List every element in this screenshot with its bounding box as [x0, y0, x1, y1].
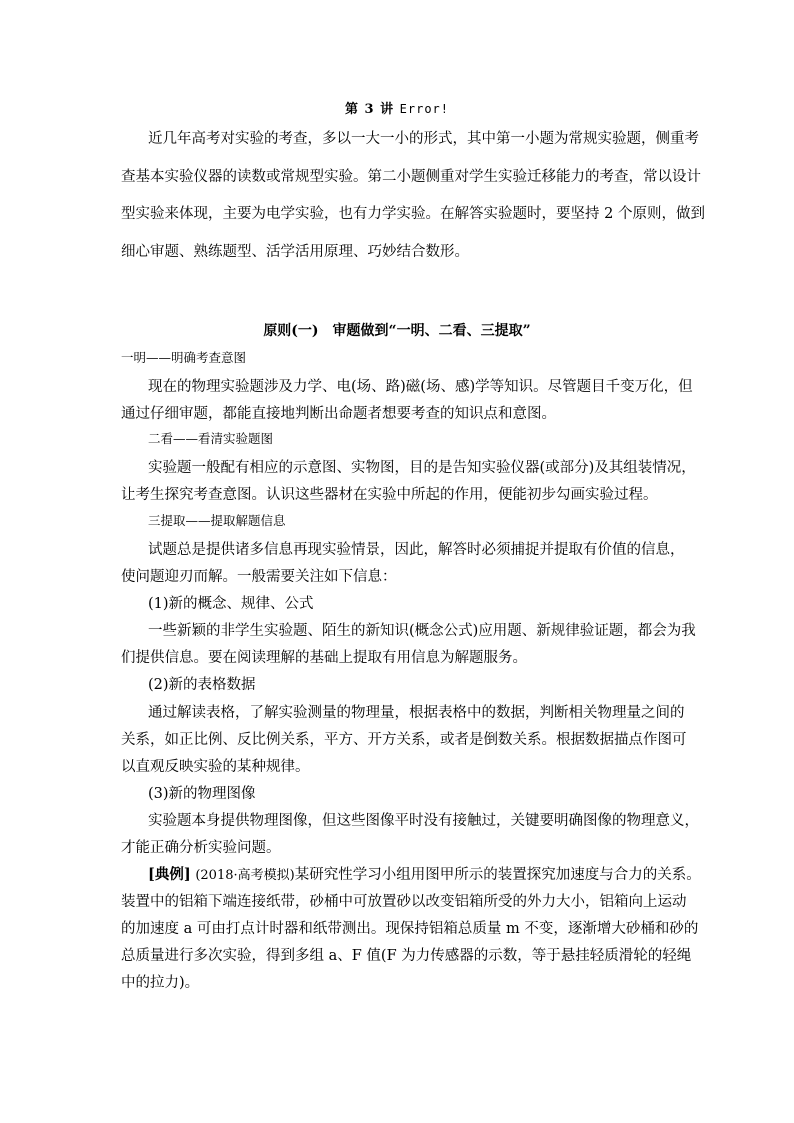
paragraph-line: 关系，如正比例、反比例关系，平方、开方关系，或者是倒数关系。根据数据描点作图可: [121, 732, 687, 748]
example-text: 某研究性学习小组用图甲所示的装置探究加速度与合力的关系。: [294, 867, 701, 883]
paragraph-line: 使问题迎刃而解。一般需要关注如下信息：: [121, 569, 397, 585]
paragraph-line: 现在的物理实验题涉及力学、电(场、路)磁(场、感)学等知识。尽管题目千变万化，但: [148, 379, 693, 395]
section-heading: 原则(一) 审题做到“一明、二看、三提取”: [263, 323, 531, 339]
paragraph-line: 实验题本身提供物理图像，但这些图像平时没有接触过，关键要明确图像的物理意义，: [148, 813, 699, 829]
item-label: (2)新的表格数据: [148, 677, 256, 693]
paragraph-line: 通过解读表格，了解实验测量的物理量，根据表格中的数据，判断相关物理量之间的: [148, 705, 685, 721]
paragraph-line: 总质量进行多次实验，得到多组 a、F 值(F 为力传感器的示数，等于悬挂轻质滑轮的轻绳: [121, 948, 692, 964]
paragraph-line: 实验题一般配有相应的示意图、实物图，目的是告知实验仪器(或部分)及其组装情况，: [148, 460, 696, 476]
paragraph-line: 装置中的铝箱下端连接纸带，砂桶中可放置砂以改变铝箱所受的外力大小，铝箱向上运动: [121, 894, 687, 910]
error-text: Error!: [399, 102, 449, 116]
paragraph-line: 通过仔细审题，都能直接地判断出命题者想要考查的知识点和意图。: [121, 406, 556, 422]
paragraph-line: 以直观反映实验的某种规律。: [121, 759, 310, 775]
item-label: (1)新的概念、规律、公式: [148, 596, 314, 612]
subheading-ming: 一明——明确考查意图: [121, 350, 247, 365]
example-line: [148, 863, 701, 884]
example-source: (2018·高考模拟): [195, 868, 295, 883]
lecture-title: 第 3 讲: [345, 102, 395, 117]
intro-line: 细心审题、熟练题型、活学活用原理、巧妙结合数形。: [121, 244, 469, 260]
subheading-tiqu: 三提取——提取解题信息: [148, 513, 286, 528]
page-title: [0, 98, 794, 117]
intro-line: 近几年高考对实验的考查，多以一大一小的形式，其中第一小题为常规实验题，侧重考: [148, 131, 699, 147]
paragraph-line: 才能正确分析实验问题。: [121, 840, 281, 856]
intro-line: 查基本实验仪器的读数或常规型实验。第二小题侧重对学生实验迁移能力的考查，常以设计: [121, 169, 701, 185]
paragraph-line: 一些新颖的非学生实验题、陌生的新知识(概念公式)应用题、新规律验证题，都会为我: [148, 623, 696, 639]
example-tag: [典例]: [148, 866, 191, 883]
paragraph-line: 中的拉力)。: [121, 975, 200, 991]
subheading-kan: 二看——看清实验题图: [148, 431, 274, 446]
paragraph-line: 的加速度 a 可由打点计时器和纸带测出。现保持铝箱总质量 m 不变，逐渐增大砂桶和砂的: [121, 921, 699, 937]
paragraph-line: 们提供信息。要在阅读理解的基础上提取有用信息为解题服务。: [121, 650, 527, 666]
intro-line: 型实验来体现，主要为电学实验，也有力学实验。在解答实验题时，要坚持 2 个原则，做到: [121, 206, 705, 222]
paragraph-line: 让考生探究考查意图。认识这些器材在实验中所起的作用，便能初步勾画实验过程。: [121, 487, 658, 503]
item-label: (3)新的物理图像: [148, 786, 256, 802]
paragraph-line: 试题总是提供诸多信息再现实验情景，因此，解答时必须捕捉并提取有价值的信息，: [148, 542, 685, 558]
